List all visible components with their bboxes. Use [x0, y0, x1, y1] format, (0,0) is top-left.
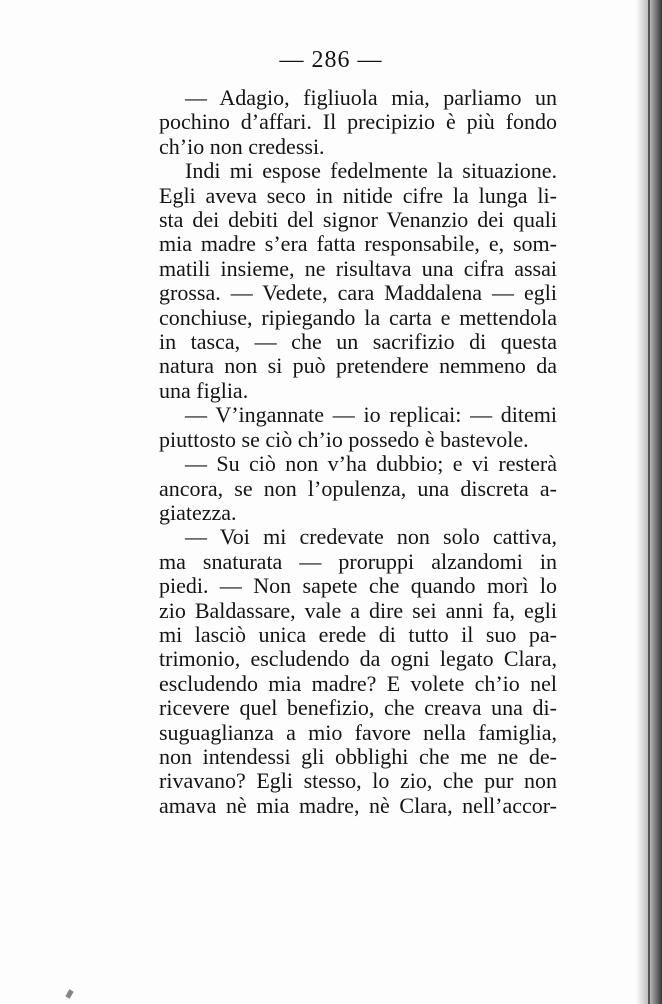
text-line: mia madre s’era fatta responsabile, e, som-: [159, 231, 557, 257]
ink-speck: [65, 989, 73, 998]
page-edge-line: [648, 0, 650, 1004]
text-line: grossa. — Vedete, cara Maddalena — egli: [159, 280, 557, 306]
paragraph: [159, 403, 557, 452]
text-line: mi lasciò unica erede di tutto il suo pa-: [159, 621, 557, 647]
text-line: pochino d’affari. Il precipizio è più fondo: [159, 109, 557, 135]
text-line: piedi. — Non sapete che quando morì lo: [159, 573, 557, 599]
text-line: suguaglianza a mio favore nella famiglia,: [159, 719, 557, 745]
text-line: conchiuse, ripiegando la carta e mettendola: [159, 304, 557, 330]
text-line: amava nè mia madre, nè Clara, nell’accor-: [159, 792, 557, 818]
text-line: trimonio, escludendo da ogni legato Clara,: [159, 646, 557, 672]
text-line: piuttosto se ciò ch’io possedo è bastevole.: [159, 426, 529, 452]
text-line: — V’ingannate — io replicai: — ditemi: [185, 402, 557, 428]
page-number: — 286 —: [279, 47, 383, 73]
text-line: ch’io non credessi.: [159, 133, 325, 159]
text-line: non intendessi gli obblighi che me ne de-: [159, 743, 557, 769]
text-line: ancora, se non l’opulenza, una discreta a-: [159, 475, 557, 501]
body-text: [159, 86, 557, 818]
text-line: — Su ciò non v’ha dubbio; e vi resterà: [185, 451, 557, 477]
paragraph: [159, 86, 557, 159]
text-line: ma snaturata — proruppi alzandomi in: [159, 548, 557, 574]
text-line: in tasca, — che un sacrifizio di questa: [159, 329, 557, 355]
text-line: zio Baldassare, vale a dire sei anni fa, egli: [159, 597, 557, 623]
text-line: Egli aveva seco in nitide cifre la lunga li-: [159, 182, 557, 208]
paragraph: [159, 452, 557, 525]
text-line: matili insieme, ne risultava una cifra assai: [159, 255, 557, 281]
paragraph: [159, 525, 557, 818]
text-line: giatezza.: [159, 499, 237, 525]
text-line: sta dei debiti del signor Venanzio dei quali: [159, 207, 557, 233]
text-line: natura non si può pretendere nemmeno da: [159, 353, 557, 379]
text-line: escludendo mia madre? E volete ch’io nel: [159, 670, 557, 696]
text-line: rivavano? Egli stesso, lo zio, che pur non: [159, 768, 557, 794]
paragraph: [159, 159, 557, 403]
text-line: Indi mi espose fedelmente la situazione.: [185, 158, 557, 184]
text-line: ricevere quel benefizio, che creava una di-: [159, 695, 557, 721]
text-line: — Voi mi credevate non solo cattiva,: [185, 524, 557, 550]
text-line: una figlia.: [159, 377, 249, 403]
text-line: — Adagio, figliuola mia, parliamo un: [185, 85, 557, 110]
